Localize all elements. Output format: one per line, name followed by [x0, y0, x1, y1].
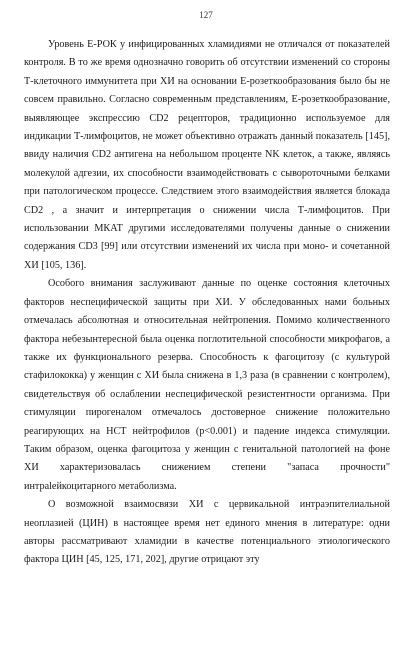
paragraph-1: Уровень Е-РОК у инфицированных хламидиями не отличался от показателей контроля. В то же время однозначно говорить об отсутствии изменений со стороны Т-клеточного иммунитета при ХИ на основании Е-розеткообразования было бы не совсем правильно. Согласно современным представлениям, Е-розеткообразование, выявляющее экспрессию CD2 рецепторов, традиционно используемое для индикации Т-лимфоцитов, не может объективно отражать данный показатель [145], ввиду наличия CD2 антигена на небольшом проценте NK клеток, а также, являясь молекулой адгезии, их способности взаимодействовать с сывороточными белками при патологическом процессе. Следствием этого взаимодействия является блокада CD2 , а значит и интерпретация о снижении числа Т-лимфоцитов. При использовании МКАТ другими исследователями получены данные о снижении содержания CD3 [99] или отсутствии изменений их числа при моно- и сочетанной ХИ [105, 136].: [24, 39, 390, 271]
body-text: [24, 36, 390, 570]
paragraph-2: Особого внимания заслуживают данные по оценке состояния клеточных факторов неспецифической защиты при ХИ. У обследованных нами больных отмечалась абсолютная и относительная нейтропения. Помимо количественного фактора небезынтересной была оценка поглотительной способности микрофагов, а также их функционального резерва. Способность к фагоцитозу (с культурой стафилококка) у женщин с ХИ была снижена в 1,3 раза (в сравнении с контролем), свидетельствуя об ослаблении неспецифической резистентности организма. При стимуляции пирогеналом отмечалось достоверное снижение положительно реагирующих на НСТ нейтрофилов (p<0.001) и падение индекса стимуляции. Таким образом, оценка фагоцитоза у женщин с генитальной патологией на фоне ХИ характеризовалась снижением степени "запаса прочности" интрalейкоцитарного метаболизма.: [24, 278, 390, 492]
paragraph-3: О возможной взаимосвязи ХИ с цервикальной интраэпителиальной неоплазией (ЦИН) в настоящее время нет единого мнения в литературе: одни авторы рассматривают хламидии в качестве потенциального этиологического фактора ЦИН [45, 125, 171, 202], другие отрицают эту: [24, 499, 390, 566]
page-number: 127: [199, 10, 213, 20]
